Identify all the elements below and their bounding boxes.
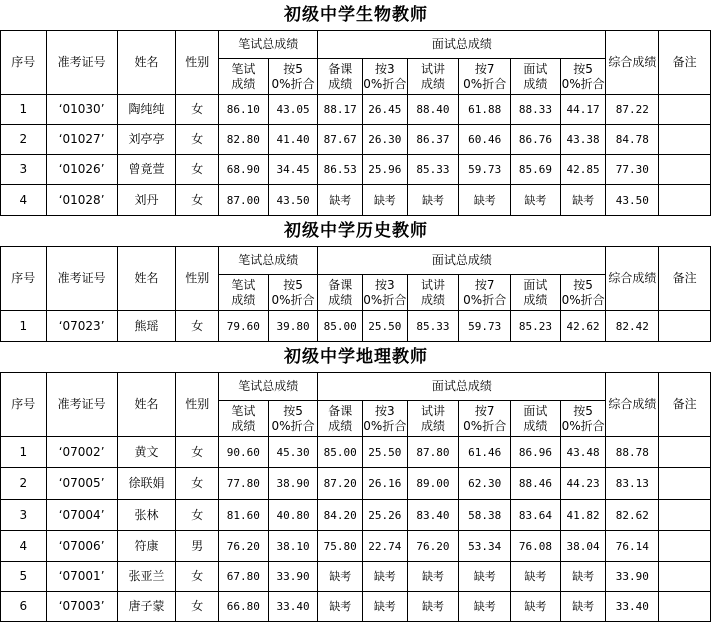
gender-cell: 女 [176, 592, 219, 622]
header-lecture-70: 按7 0%折合 [459, 401, 511, 437]
gender-cell: 女 [176, 185, 219, 216]
name-cell: 陶纯纯 [117, 95, 176, 125]
remark-cell [659, 562, 711, 592]
lecture-70-cell: 缺考 [459, 562, 511, 592]
gender-cell: 男 [176, 531, 219, 562]
seq-cell: 1 [1, 311, 47, 342]
name-cell: 刘丹 [117, 185, 176, 216]
section-title: 初级中学生物教师 [284, 5, 428, 25]
header-interview-score: 面试 成绩 [511, 275, 561, 311]
header-name: 姓名 [117, 31, 176, 95]
written-score-cell: 77.80 [219, 468, 269, 500]
prep-score-cell: 84.20 [318, 500, 363, 531]
written-50-cell: 43.50 [268, 185, 318, 216]
header-written-score: 笔试 成绩 [219, 401, 269, 437]
lecture-70-cell: 58.38 [459, 500, 511, 531]
written-50-cell: 33.90 [268, 562, 318, 592]
header-composite: 综合成绩 [606, 247, 659, 311]
exam-id-cell: ‘01030’ [46, 95, 117, 125]
prep-score-cell: 缺考 [318, 185, 363, 216]
gender-cell: 女 [176, 155, 219, 185]
composite-cell: 76.14 [606, 531, 659, 562]
interview-50-cell: 42.85 [560, 155, 606, 185]
lecture-score-cell: 89.00 [407, 468, 459, 500]
header-prep-score: 备课 成绩 [318, 59, 363, 95]
written-score-cell: 82.80 [219, 125, 269, 155]
name-cell: 符康 [117, 531, 176, 562]
header-interview-total: 面试总成绩 [318, 247, 606, 275]
written-score-cell: 86.10 [219, 95, 269, 125]
exam-id-cell: ‘07006’ [46, 531, 117, 562]
composite-cell: 33.90 [606, 562, 659, 592]
header-exam-id: 准考证号 [46, 31, 117, 95]
header-written-score: 笔试 成绩 [219, 59, 269, 95]
table-row [1, 562, 711, 592]
composite-cell: 84.78 [606, 125, 659, 155]
gender-cell: 女 [176, 562, 219, 592]
lecture-score-cell: 87.80 [407, 437, 459, 468]
prep-30-cell: 25.50 [363, 311, 408, 342]
prep-score-cell: 88.17 [318, 95, 363, 125]
header-interview-total: 面试总成绩 [318, 373, 606, 401]
prep-30-cell: 缺考 [363, 592, 408, 622]
header-interview-50: 按5 0%折合 [560, 59, 606, 95]
seq-cell: 2 [1, 125, 47, 155]
name-cell: 徐联娟 [117, 468, 176, 500]
remark-cell [659, 437, 711, 468]
lecture-70-cell: 61.88 [459, 95, 511, 125]
interview-score-cell: 86.76 [511, 125, 561, 155]
written-50-cell: 43.05 [268, 95, 318, 125]
prep-30-cell: 缺考 [363, 185, 408, 216]
prep-score-cell: 75.80 [318, 531, 363, 562]
written-50-cell: 38.90 [268, 468, 318, 500]
header-seq: 序号 [1, 247, 47, 311]
interview-50-cell: 42.62 [560, 311, 606, 342]
score-table [0, 246, 711, 342]
prep-30-cell: 26.45 [363, 95, 408, 125]
table-row [1, 531, 711, 562]
header-prep-30: 按3 0%折合 [363, 59, 408, 95]
remark-cell [659, 155, 711, 185]
header-written-total: 笔试总成绩 [219, 373, 318, 401]
interview-score-cell: 85.69 [511, 155, 561, 185]
header-seq: 序号 [1, 31, 47, 95]
section-title: 初级中学地理教师 [284, 347, 428, 367]
header-written-50: 按5 0%折合 [268, 275, 318, 311]
exam-id-cell: ‘01027’ [46, 125, 117, 155]
lecture-70-cell: 缺考 [459, 592, 511, 622]
written-50-cell: 34.45 [268, 155, 318, 185]
written-score-cell: 81.60 [219, 500, 269, 531]
header-exam-id: 准考证号 [46, 373, 117, 437]
written-50-cell: 40.80 [268, 500, 318, 531]
name-cell: 张林 [117, 500, 176, 531]
header-interview-50: 按5 0%折合 [560, 401, 606, 437]
header-interview-score: 面试 成绩 [511, 401, 561, 437]
exam-id-cell: ‘07002’ [46, 437, 117, 468]
seq-cell: 1 [1, 95, 47, 125]
header-remark: 备注 [659, 247, 711, 311]
exam-id-cell: ‘01026’ [46, 155, 117, 185]
remark-cell [659, 500, 711, 531]
header-lecture-70: 按7 0%折合 [459, 275, 511, 311]
composite-cell: 88.78 [606, 437, 659, 468]
header-prep-score: 备课 成绩 [318, 275, 363, 311]
seq-cell: 4 [1, 531, 47, 562]
name-cell: 曾竟萱 [117, 155, 176, 185]
gender-cell: 女 [176, 468, 219, 500]
lecture-score-cell: 86.37 [407, 125, 459, 155]
remark-cell [659, 125, 711, 155]
name-cell: 黄文 [117, 437, 176, 468]
seq-cell: 1 [1, 437, 47, 468]
header-prep-30: 按3 0%折合 [363, 275, 408, 311]
exam-id-cell: ‘01028’ [46, 185, 117, 216]
written-score-cell: 68.90 [219, 155, 269, 185]
lecture-score-cell: 83.40 [407, 500, 459, 531]
prep-score-cell: 缺考 [318, 562, 363, 592]
header-row [1, 31, 711, 59]
interview-score-cell: 88.46 [511, 468, 561, 500]
written-50-cell: 41.40 [268, 125, 318, 155]
written-50-cell: 38.10 [268, 531, 318, 562]
header-interview-total: 面试总成绩 [318, 31, 606, 59]
interview-score-cell: 76.08 [511, 531, 561, 562]
prep-30-cell: 25.96 [363, 155, 408, 185]
lecture-score-cell: 缺考 [407, 185, 459, 216]
written-score-cell: 79.60 [219, 311, 269, 342]
gender-cell: 女 [176, 500, 219, 531]
table-row [1, 311, 711, 342]
seq-cell: 6 [1, 592, 47, 622]
interview-50-cell: 38.04 [560, 531, 606, 562]
lecture-70-cell: 60.46 [459, 125, 511, 155]
lecture-70-cell: 62.30 [459, 468, 511, 500]
table-row [1, 155, 711, 185]
remark-cell [659, 95, 711, 125]
interview-50-cell: 缺考 [560, 592, 606, 622]
prep-score-cell: 87.67 [318, 125, 363, 155]
lecture-score-cell: 85.33 [407, 311, 459, 342]
header-lecture-70: 按7 0%折合 [459, 59, 511, 95]
prep-score-cell: 缺考 [318, 592, 363, 622]
written-50-cell: 45.30 [268, 437, 318, 468]
score-table [0, 30, 711, 216]
header-prep-30: 按3 0%折合 [363, 401, 408, 437]
prep-30-cell: 26.30 [363, 125, 408, 155]
written-score-cell: 76.20 [219, 531, 269, 562]
lecture-score-cell: 76.20 [407, 531, 459, 562]
seq-cell: 3 [1, 155, 47, 185]
seq-cell: 4 [1, 185, 47, 216]
header-interview-50: 按5 0%折合 [560, 275, 606, 311]
prep-30-cell: 22.74 [363, 531, 408, 562]
table-row [1, 185, 711, 216]
seq-cell: 5 [1, 562, 47, 592]
composite-cell: 77.30 [606, 155, 659, 185]
header-seq: 序号 [1, 373, 47, 437]
interview-50-cell: 44.23 [560, 468, 606, 500]
gender-cell: 女 [176, 311, 219, 342]
remark-cell [659, 531, 711, 562]
gender-cell: 女 [176, 125, 219, 155]
lecture-70-cell: 59.73 [459, 155, 511, 185]
table-row [1, 500, 711, 531]
header-interview-score: 面试 成绩 [511, 59, 561, 95]
header-written-50: 按5 0%折合 [268, 401, 318, 437]
prep-30-cell: 26.16 [363, 468, 408, 500]
exam-id-cell: ‘07005’ [46, 468, 117, 500]
exam-id-cell: ‘07023’ [46, 311, 117, 342]
header-name: 姓名 [117, 247, 176, 311]
interview-50-cell: 缺考 [560, 185, 606, 216]
table-row [1, 592, 711, 622]
header-lecture-score: 试讲 成绩 [407, 401, 459, 437]
score-table [0, 372, 711, 622]
composite-cell: 87.22 [606, 95, 659, 125]
lecture-70-cell: 缺考 [459, 185, 511, 216]
interview-score-cell: 86.96 [511, 437, 561, 468]
header-written-50: 按5 0%折合 [268, 59, 318, 95]
interview-50-cell: 43.38 [560, 125, 606, 155]
table-row [1, 437, 711, 468]
prep-score-cell: 85.00 [318, 437, 363, 468]
lecture-score-cell: 85.33 [407, 155, 459, 185]
header-composite: 综合成绩 [606, 373, 659, 437]
header-exam-id: 准考证号 [46, 247, 117, 311]
interview-50-cell: 41.82 [560, 500, 606, 531]
interview-50-cell: 缺考 [560, 562, 606, 592]
exam-id-cell: ‘07004’ [46, 500, 117, 531]
interview-score-cell: 83.64 [511, 500, 561, 531]
lecture-score-cell: 缺考 [407, 562, 459, 592]
header-written-total: 笔试总成绩 [219, 31, 318, 59]
written-50-cell: 33.40 [268, 592, 318, 622]
name-cell: 唐子蒙 [117, 592, 176, 622]
header-remark: 备注 [659, 31, 711, 95]
composite-cell: 43.50 [606, 185, 659, 216]
header-lecture-score: 试讲 成绩 [407, 275, 459, 311]
remark-cell [659, 592, 711, 622]
table-row [1, 95, 711, 125]
seq-cell: 3 [1, 500, 47, 531]
prep-30-cell: 缺考 [363, 562, 408, 592]
header-written-total: 笔试总成绩 [219, 247, 318, 275]
table-row [1, 468, 711, 500]
name-cell: 刘亭亭 [117, 125, 176, 155]
name-cell: 张亚兰 [117, 562, 176, 592]
written-score-cell: 87.00 [219, 185, 269, 216]
prep-30-cell: 25.26 [363, 500, 408, 531]
exam-id-cell: ‘07003’ [46, 592, 117, 622]
remark-cell [659, 311, 711, 342]
composite-cell: 82.62 [606, 500, 659, 531]
composite-cell: 82.42 [606, 311, 659, 342]
header-row [1, 373, 711, 401]
lecture-70-cell: 59.73 [459, 311, 511, 342]
written-score-cell: 66.80 [219, 592, 269, 622]
remark-cell [659, 185, 711, 216]
interview-score-cell: 88.33 [511, 95, 561, 125]
written-score-cell: 67.80 [219, 562, 269, 592]
composite-cell: 33.40 [606, 592, 659, 622]
interview-score-cell: 85.23 [511, 311, 561, 342]
written-score-cell: 90.60 [219, 437, 269, 468]
interview-50-cell: 43.48 [560, 437, 606, 468]
name-cell: 熊瑶 [117, 311, 176, 342]
interview-score-cell: 缺考 [511, 592, 561, 622]
interview-50-cell: 44.17 [560, 95, 606, 125]
prep-score-cell: 86.53 [318, 155, 363, 185]
gender-cell: 女 [176, 95, 219, 125]
header-gender: 性别 [176, 373, 219, 437]
header-remark: 备注 [659, 373, 711, 437]
lecture-score-cell: 缺考 [407, 592, 459, 622]
header-gender: 性别 [176, 247, 219, 311]
prep-30-cell: 25.50 [363, 437, 408, 468]
gender-cell: 女 [176, 437, 219, 468]
section-title: 初级中学历史教师 [284, 221, 428, 241]
lecture-70-cell: 53.34 [459, 531, 511, 562]
interview-score-cell: 缺考 [511, 562, 561, 592]
lecture-70-cell: 61.46 [459, 437, 511, 468]
header-row [1, 247, 711, 275]
seq-cell: 2 [1, 468, 47, 500]
table-row [1, 125, 711, 155]
header-written-score: 笔试 成绩 [219, 275, 269, 311]
exam-id-cell: ‘07001’ [46, 562, 117, 592]
composite-cell: 83.13 [606, 468, 659, 500]
prep-score-cell: 87.20 [318, 468, 363, 500]
header-prep-score: 备课 成绩 [318, 401, 363, 437]
header-lecture-score: 试讲 成绩 [407, 59, 459, 95]
header-gender: 性别 [176, 31, 219, 95]
interview-score-cell: 缺考 [511, 185, 561, 216]
prep-score-cell: 85.00 [318, 311, 363, 342]
written-50-cell: 39.80 [268, 311, 318, 342]
header-name: 姓名 [117, 373, 176, 437]
header-composite: 综合成绩 [606, 31, 659, 95]
remark-cell [659, 468, 711, 500]
lecture-score-cell: 88.40 [407, 95, 459, 125]
